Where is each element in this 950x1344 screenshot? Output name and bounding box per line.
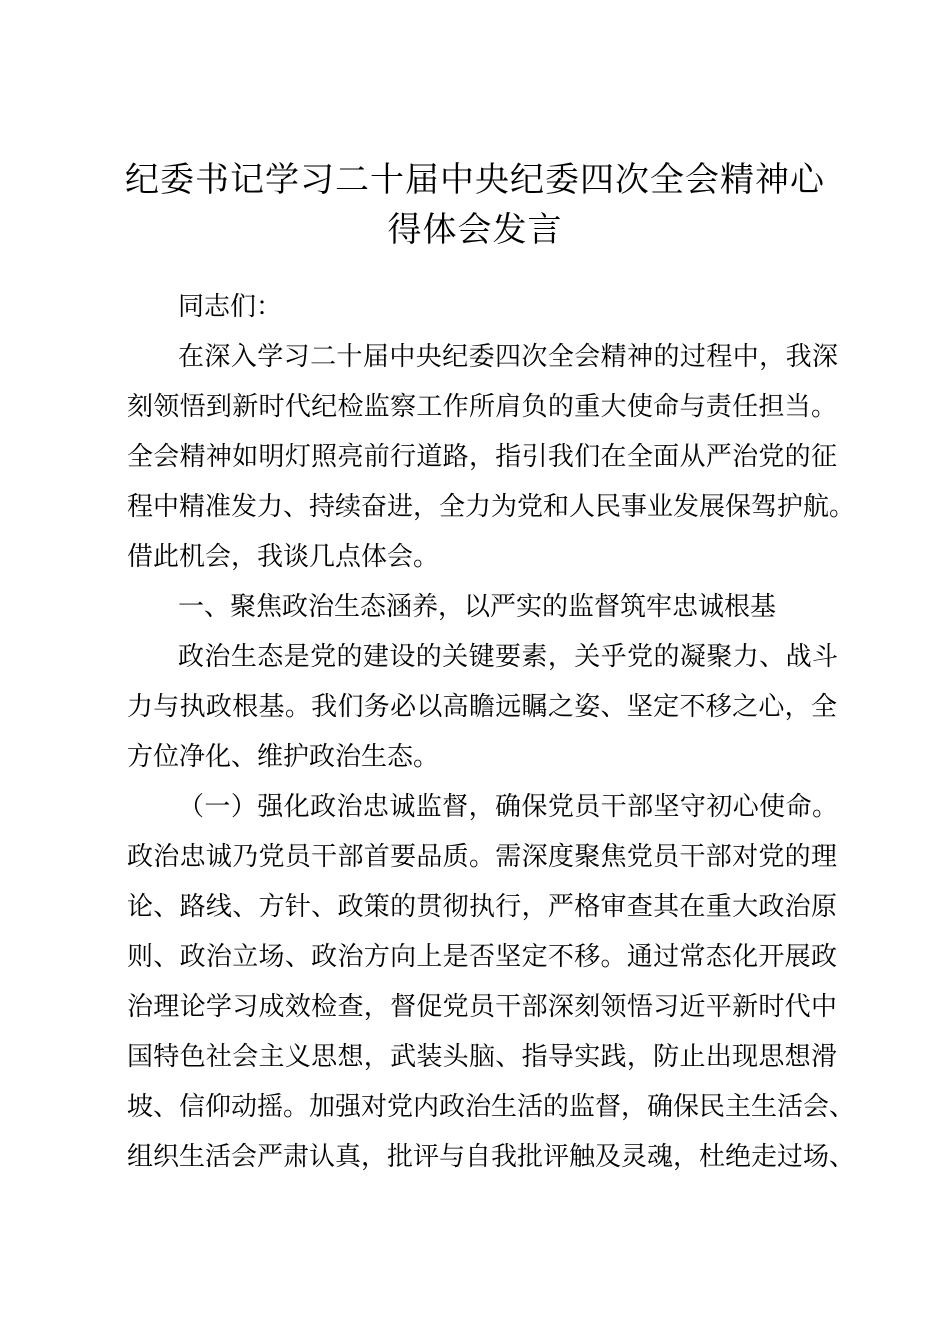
document-title-line-2: 得体会发言	[387, 210, 563, 250]
paragraph-line: 力与执政根基。我们务必以高瞻远瞩之姿、坚定不移之心，全	[127, 692, 837, 722]
subsection-heading: （一）强化政治忠诚监督，确保党员干部坚守初心使命。	[178, 792, 838, 822]
paragraph-line: 国特色社会主义思想，武装头脑、指导实践，防止出现思想滑	[127, 1042, 837, 1072]
document-title-line-1: 纪委书记学习二十届中央纪委四次全会精神心	[125, 160, 825, 200]
paragraph-line: 全会精神如明灯照亮前行道路，指引我们在全面从严治党的征	[127, 442, 837, 472]
paragraph-line: 论、路线、方针、政策的贯彻执行，严格审查其在重大政治原	[127, 892, 837, 922]
paragraph-line: 程中精准发力、持续奋进，全力为党和人民事业发展保驾护航。	[127, 492, 856, 522]
paragraph-line: 政治生态是党的建设的关键要素，关乎党的凝聚力、战斗	[178, 642, 838, 672]
salutation: 同志们：	[178, 292, 283, 322]
paragraph-line: 借此机会，我谈几点体会。	[127, 542, 440, 572]
paragraph-line: 坡、信仰动摇。加强对党内政治生活的监督，确保民主生活会、	[127, 1092, 856, 1122]
paragraph-line: 方位净化、维护政治生态。	[127, 742, 440, 772]
paragraph-line: 在深入学习二十届中央纪委四次全会精神的过程中，我深	[178, 342, 838, 372]
paragraph-line: 则、政治立场、政治方向上是否坚定不移。通过常态化开展政	[127, 942, 837, 972]
paragraph-line: 政治忠诚乃党员干部首要品质。需深度聚焦党员干部对党的理	[127, 842, 837, 872]
paragraph-line: 治理论学习成效检查，督促党员干部深刻领悟习近平新时代中	[127, 992, 837, 1022]
paragraph-line: 刻领悟到新时代纪检监察工作所肩负的重大使命与责任担当。	[127, 392, 837, 422]
paragraph-line: 组织生活会严肃认真，批评与自我批评触及灵魂，杜绝走过场、	[127, 1142, 856, 1172]
section-heading: 一、聚焦政治生态涵养，以严实的监督筑牢忠诚根基	[178, 592, 777, 622]
